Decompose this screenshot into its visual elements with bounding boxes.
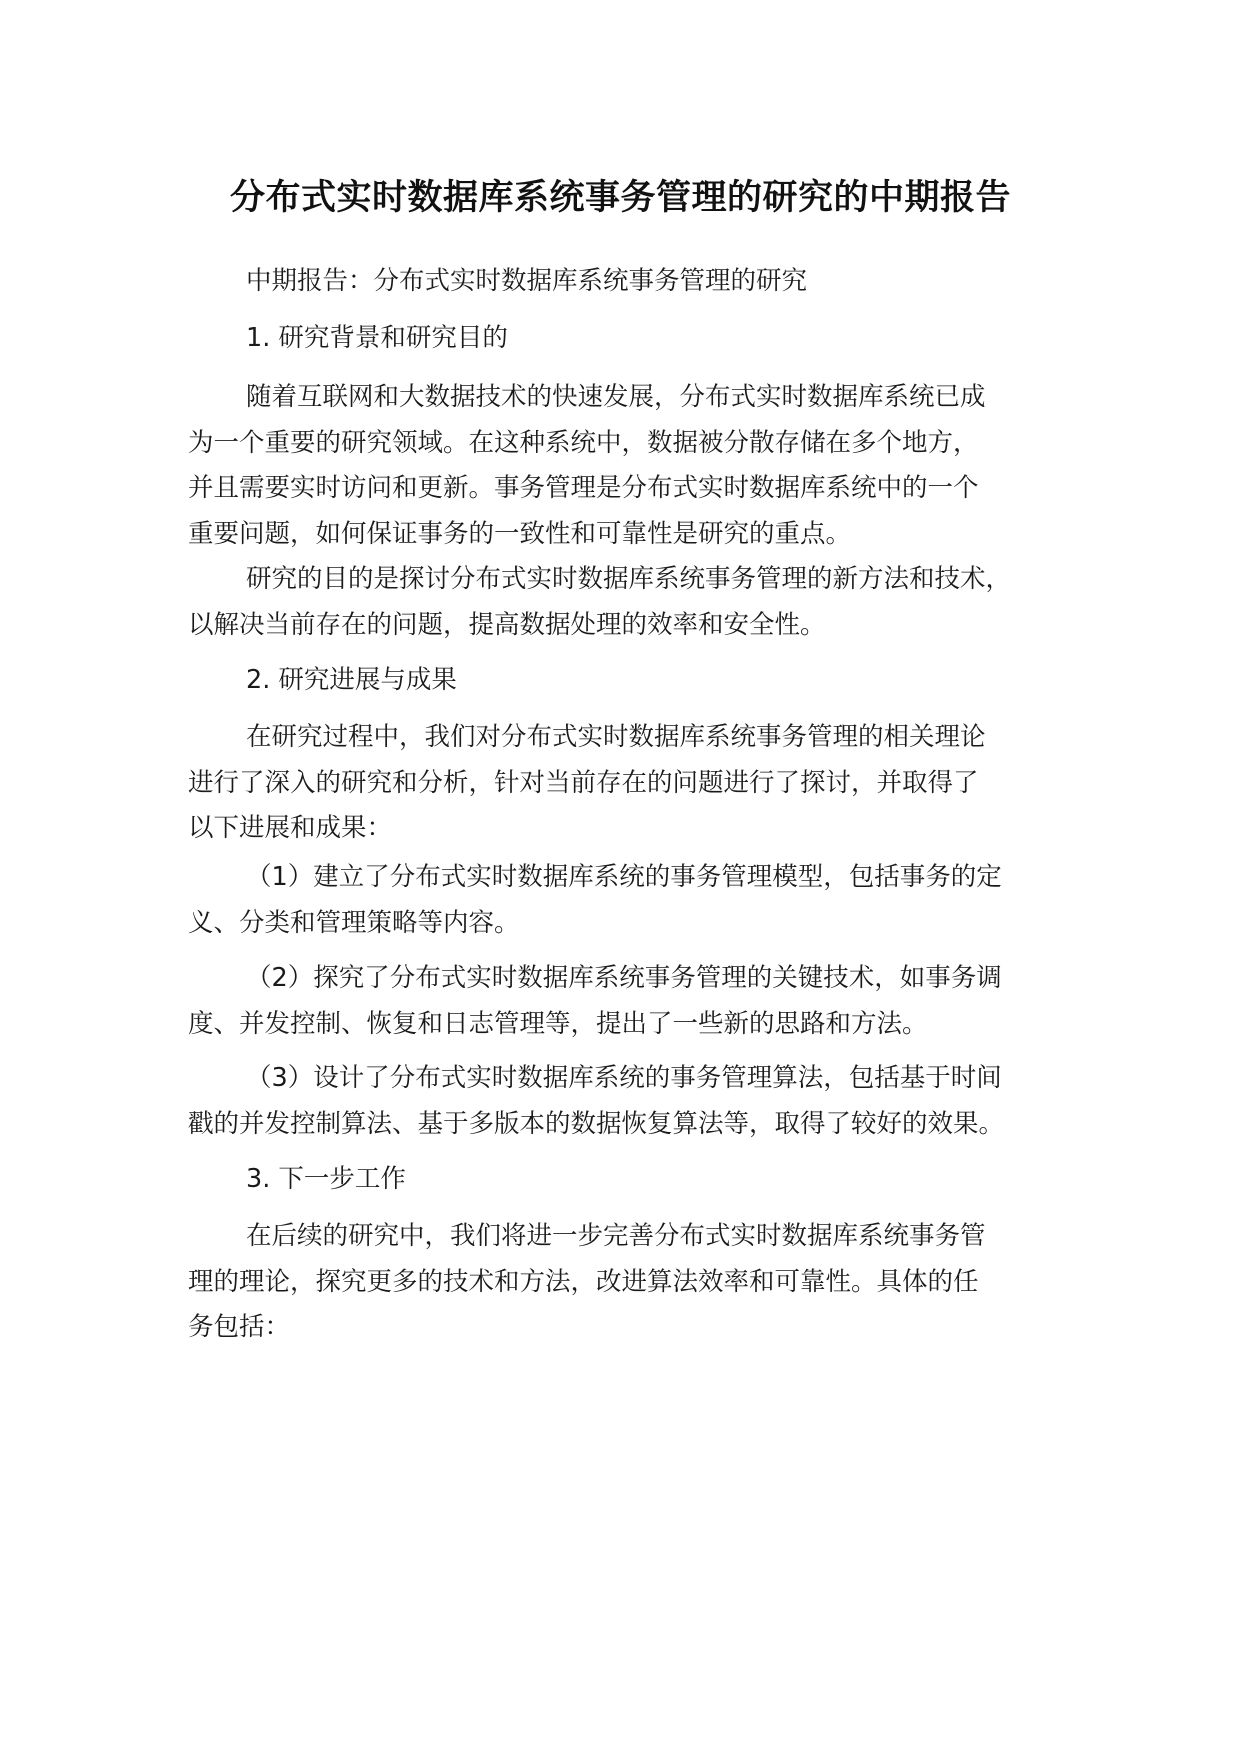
text-line: 进行了深入的研究和分析，针对当前存在的问题进行了探讨，并取得了 bbox=[188, 767, 979, 798]
text-line: 为一个重要的研究领域。在这种系统中，数据被分散存储在多个地方， bbox=[188, 427, 979, 458]
section-heading-3 bbox=[188, 1157, 1088, 1203]
text-line: 以下进展和成果： bbox=[188, 813, 393, 843]
list-item-3 bbox=[188, 1056, 1088, 1147]
paragraph-background bbox=[188, 375, 1088, 557]
paragraph-next-steps bbox=[188, 1214, 1088, 1351]
text-line: 3. 下一步工作 bbox=[246, 1164, 406, 1194]
text-line: 以解决当前存在的问题，提高数据处理的效率和安全性。 bbox=[188, 609, 826, 640]
paragraph-progress bbox=[188, 715, 1088, 852]
document-title: 分布式实时数据库系统事务管理的研究的中期报告 bbox=[229, 178, 1011, 218]
section-heading-1 bbox=[188, 316, 1088, 362]
text-line: 戳的并发控制算法、基于多版本的数据恢复算法等，取得了较好的效果。 bbox=[188, 1108, 1005, 1139]
text-line: 1. 研究背景和研究目的 bbox=[246, 323, 508, 353]
paragraph-objective bbox=[188, 557, 1088, 648]
report-subtitle bbox=[188, 259, 1088, 305]
text-line: 重要问题，如何保证事务的一致性和可靠性是研究的重点。 bbox=[188, 518, 852, 549]
text-line: 义、分类和管理策略等内容。 bbox=[188, 907, 520, 938]
text-line: 在后续的研究中，我们将进一步完善分布式实时数据库系统事务管 bbox=[246, 1221, 986, 1251]
text-line: 在研究过程中，我们对分布式实时数据库系统事务管理的相关理论 bbox=[246, 722, 986, 752]
text-line: （1）建立了分布式实时数据库系统的事务管理模型，包括事务的定 bbox=[246, 862, 1002, 892]
list-item-1 bbox=[188, 855, 1088, 946]
text-line: 随着互联网和大数据技术的快速发展，分布式实时数据库系统已成 bbox=[246, 382, 986, 412]
text-line: 理的理论，探究更多的技术和方法，改进算法效率和可靠性。具体的任 bbox=[188, 1266, 979, 1297]
text-line: 2. 研究进展与成果 bbox=[246, 665, 457, 695]
text-line: 度、并发控制、恢复和日志管理等，提出了一些新的思路和方法。 bbox=[188, 1008, 928, 1039]
section-heading-2 bbox=[188, 658, 1088, 704]
text-line: 中期报告：分布式实时数据库系统事务管理的研究 bbox=[246, 266, 808, 296]
text-line: （2）探究了分布式实时数据库系统事务管理的关键技术，如事务调 bbox=[246, 963, 1002, 993]
list-item-2 bbox=[188, 956, 1088, 1047]
text-line: （3）设计了分布式实时数据库系统的事务管理算法，包括基于时间 bbox=[246, 1063, 1002, 1093]
text-line: 研究的目的是探讨分布式实时数据库系统事务管理的新方法和技术， bbox=[246, 564, 1012, 594]
text-line: 务包括： bbox=[188, 1312, 291, 1342]
text-line: 并且需要实时访问和更新。事务管理是分布式实时数据库系统中的一个 bbox=[188, 473, 979, 503]
